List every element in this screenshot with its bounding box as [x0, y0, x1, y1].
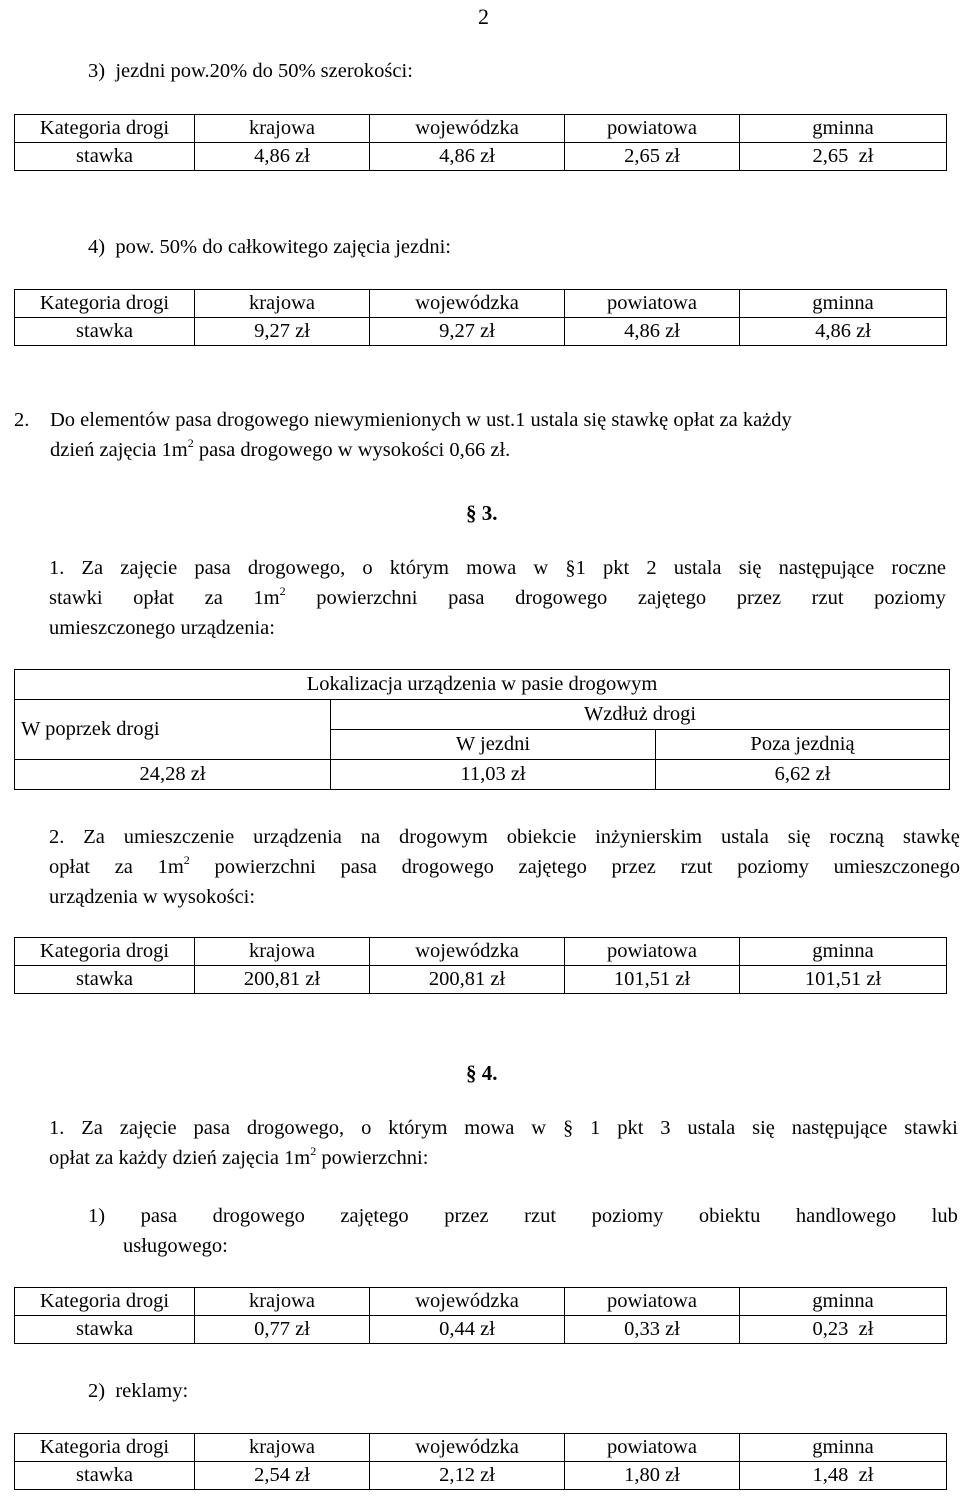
rate-cell: 1,48 zł	[740, 1462, 947, 1490]
word: w	[531, 1117, 547, 1139]
item-3-label: 3) jezdni pow.20% do 50% szerokości:	[88, 60, 413, 82]
header-cell: wojewódzka	[370, 1288, 565, 1316]
area-unit: $1m^2$	[253, 584, 286, 609]
rate-table-5	[14, 1433, 947, 1490]
header-cell: gminna	[740, 1434, 947, 1462]
word: zajęcie	[120, 557, 178, 579]
word: następujące	[791, 1117, 888, 1139]
word: następujące	[778, 557, 875, 579]
s4-item-1-line-2: usługowego:	[123, 1235, 228, 1257]
rate-cell: 9,27 zł	[370, 318, 565, 346]
rate-cell: stawka	[15, 1462, 195, 1490]
header-cell: powiatowa	[565, 290, 740, 318]
word: drogowego,	[247, 557, 346, 579]
word: 2	[646, 557, 657, 579]
rate-cell: 1,80 zł	[565, 1462, 740, 1490]
word: 3	[660, 1117, 671, 1139]
along-road-header: Wzdłuż drogi	[331, 700, 950, 730]
word: zajętego	[637, 587, 707, 609]
s4-p1-line-1	[14, 1113, 958, 1143]
header-cell: gminna	[740, 290, 947, 318]
word: przez	[444, 1205, 489, 1227]
header-cell: wojewódzka	[370, 1434, 565, 1462]
word: inżynierskim	[595, 826, 703, 848]
word: o	[361, 1117, 372, 1139]
header-cell: powiatowa	[565, 1288, 740, 1316]
rate-table-1	[14, 114, 947, 171]
rate-cell: stawka	[15, 318, 195, 346]
word: drogowego	[515, 587, 608, 609]
word: ustala	[721, 826, 769, 848]
word: powierzchni	[214, 856, 316, 878]
word: przez	[611, 856, 656, 878]
word: powierzchni	[316, 587, 418, 609]
word: się	[787, 826, 811, 848]
rate-cell: stawka	[15, 143, 195, 171]
word: Za	[81, 1117, 103, 1139]
word: obiekcie	[506, 826, 577, 848]
header-row	[15, 938, 947, 966]
area-unit: $1m^2$	[157, 853, 190, 878]
word: drogowym	[399, 826, 488, 848]
word: ustala	[687, 1117, 736, 1139]
word: pkt	[602, 557, 630, 579]
word: 2.	[49, 826, 65, 848]
s3-p2-line-3: urządzenia w wysokości:	[49, 886, 256, 908]
rate-cell: 0,33 zł	[565, 1316, 740, 1344]
rate-cell: 2,54 zł	[195, 1462, 370, 1490]
word: w	[533, 557, 549, 579]
outside-road-header: Poza jezdnią	[656, 730, 950, 760]
rate-cell: 2,65 zł	[740, 143, 947, 171]
word: zajęcie	[119, 1117, 177, 1139]
header-cell: gminna	[740, 1288, 947, 1316]
header-cell: powiatowa	[565, 938, 740, 966]
word: się	[738, 557, 762, 579]
word: 1.	[49, 557, 65, 579]
rate-cell: 0,23 zł	[740, 1316, 947, 1344]
word: pasa	[448, 587, 485, 609]
header-cell: Kategoria drogi	[15, 290, 195, 318]
word: opłat	[133, 587, 175, 609]
header-cell: krajowa	[195, 115, 370, 143]
rate-row	[15, 966, 947, 994]
header-row	[15, 290, 947, 318]
word: lub	[931, 1205, 958, 1227]
header-cell: Kategoria drogi	[15, 938, 195, 966]
word: pasa	[140, 1205, 178, 1227]
word: którym	[389, 557, 449, 579]
header-cell: krajowa	[195, 290, 370, 318]
rate-table-3	[14, 937, 947, 994]
across-road-header: W poprzek drogi	[15, 700, 331, 760]
word: poziomy	[737, 856, 809, 878]
word: poziomy	[874, 587, 946, 609]
word: opłat	[49, 856, 90, 878]
location-header: Lokalizacja urządzenia w pasie drogowym	[15, 670, 950, 700]
rate-cell: 4,86 zł	[740, 318, 947, 346]
rate-cell: 101,51 zł	[565, 966, 740, 994]
header-cell: krajowa	[195, 938, 370, 966]
word: pasa	[340, 856, 377, 878]
section-3-heading: § 3.	[466, 501, 498, 525]
s3-p1-line-2	[14, 583, 946, 613]
word: umieszczonego	[833, 856, 960, 878]
header-cell: krajowa	[195, 1434, 370, 1462]
s3-p2-line-2	[14, 852, 960, 882]
word: rzut	[680, 856, 713, 878]
rate-table-4	[14, 1287, 947, 1344]
point-2-paragraph	[14, 405, 946, 465]
section-4-heading: § 4.	[466, 1061, 498, 1085]
section-4-paragraph-1	[14, 1113, 958, 1173]
rate-cell: 0,77 zł	[195, 1316, 370, 1344]
rate-row	[15, 143, 947, 171]
word: stawkę	[902, 826, 960, 848]
header-cell: krajowa	[195, 1288, 370, 1316]
word: urządzenia	[253, 826, 342, 848]
rate-cell: 4,86 zł	[370, 143, 565, 171]
word: za	[114, 856, 133, 878]
s4-item-1-line-1	[88, 1201, 958, 1231]
rate-cell: 0,44 zł	[370, 1316, 565, 1344]
rate-cell: 2,65 zł	[565, 143, 740, 171]
word: §1	[565, 557, 586, 579]
word: 1)	[88, 1205, 106, 1227]
item-4-label: 4) pow. 50% do całkowitego zajęcia jezdni:	[88, 236, 451, 258]
word: 1	[590, 1117, 601, 1139]
rate-cell: 2,12 zł	[370, 1462, 565, 1490]
word: ustala	[673, 557, 722, 579]
rate-cell: stawka	[15, 966, 195, 994]
word: za	[204, 587, 223, 609]
word: stawki	[49, 587, 103, 609]
page-number: 2	[478, 4, 489, 29]
word: zajętego	[340, 1205, 409, 1227]
rate-cell: 200,81 zł	[195, 966, 370, 994]
header-cell: Kategoria drogi	[15, 115, 195, 143]
word: handlowego	[795, 1205, 897, 1227]
rate-cell: 4,86 zł	[565, 318, 740, 346]
in-road-header: W jezdni	[331, 730, 656, 760]
word: pkt	[617, 1117, 644, 1139]
word: pasa	[193, 1117, 230, 1139]
rate-cell: stawka	[15, 1316, 195, 1344]
section-4-item-1	[88, 1201, 958, 1261]
value-in-road: 11,03 zł	[331, 760, 656, 790]
word: przez	[736, 587, 782, 609]
rate-cell: 4,86 zł	[195, 143, 370, 171]
rate-row	[15, 1462, 947, 1490]
rate-row	[15, 318, 947, 346]
header-cell: Kategoria drogi	[15, 1288, 195, 1316]
word: mowa	[466, 557, 517, 579]
word: zajętego	[518, 856, 587, 878]
header-cell: gminna	[740, 938, 947, 966]
header-row	[15, 1288, 947, 1316]
header-cell: wojewódzka	[370, 115, 565, 143]
word: mowa	[464, 1117, 515, 1139]
point-2-number: 2.	[14, 409, 30, 431]
word: roczne	[891, 557, 946, 579]
word: na	[360, 826, 381, 848]
word: drogowego	[401, 856, 494, 878]
word: drogowego,	[246, 1117, 345, 1139]
word: stawki	[904, 1117, 958, 1139]
s3-p1-line-1	[14, 553, 946, 583]
word: się	[752, 1117, 775, 1139]
point-2-line-1: Do elementów pasa drogowego niewymienionych w ust.1 ustala się stawkę opłat za każdy	[50, 409, 792, 431]
rate-row	[15, 1316, 947, 1344]
section-4-item-2: 2) reklamy:	[88, 1380, 189, 1402]
header-row	[15, 115, 947, 143]
word: którym	[388, 1117, 448, 1139]
word: Za	[81, 557, 104, 579]
word: roczną	[829, 826, 885, 848]
word: rzut	[811, 587, 844, 609]
header-cell: Kategoria drogi	[15, 1434, 195, 1462]
header-cell: wojewódzka	[370, 290, 565, 318]
section-3-paragraph-1	[14, 553, 946, 643]
rate-cell: 9,27 zł	[195, 318, 370, 346]
header-cell: powiatowa	[565, 1434, 740, 1462]
s4-p1-line-2: opłat za każdy dzień zajęcia $1m^2$ powierzchni:	[49, 1144, 429, 1169]
word: obiektu	[698, 1205, 761, 1227]
header-cell: gminna	[740, 115, 947, 143]
value-across: 24,28 zł	[15, 760, 331, 790]
point-2-line-2: dzień zajęcia $1m^2$ pasa drogowego w wysokości 0,66 zł.	[50, 436, 511, 461]
s3-p2-line-1	[14, 822, 960, 852]
word: 1.	[49, 1117, 65, 1139]
word: poziomy	[591, 1205, 664, 1227]
s3-p1-line-3: umieszczonego urządzenia:	[49, 617, 275, 639]
section-3-paragraph-2	[14, 822, 960, 912]
location-table	[14, 669, 950, 790]
word: rzut	[524, 1205, 557, 1227]
word: drogowego	[212, 1205, 305, 1227]
rate-table-2	[14, 289, 947, 346]
value-outside-road: 6,62 zł	[656, 760, 950, 790]
word: pasa	[194, 557, 231, 579]
rate-cell: 200,81 zł	[370, 966, 565, 994]
word: §	[562, 1117, 574, 1139]
word: o	[362, 557, 373, 579]
word: Za	[83, 826, 105, 848]
word: umieszczenie	[123, 826, 235, 848]
header-row	[15, 1434, 947, 1462]
rate-cell: 101,51 zł	[740, 966, 947, 994]
header-cell: powiatowa	[565, 115, 740, 143]
header-cell: wojewódzka	[370, 938, 565, 966]
